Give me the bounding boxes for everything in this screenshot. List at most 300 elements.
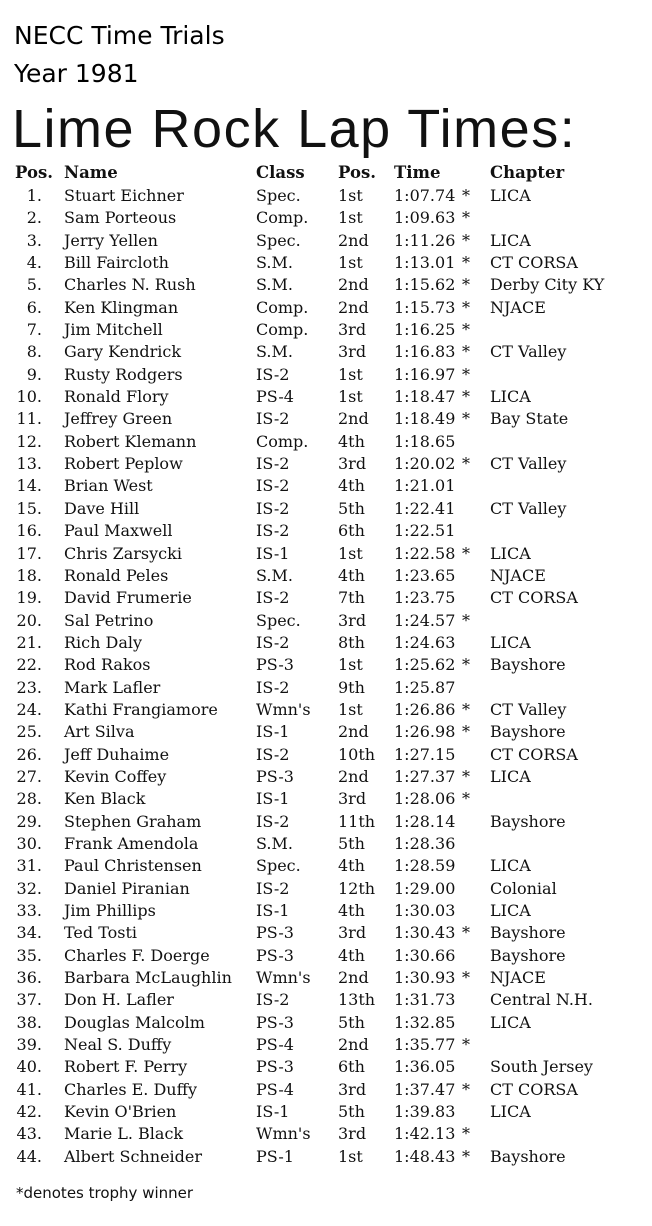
cell-class-pos: 8th	[338, 632, 365, 652]
cell-name: Chris Zarsycki	[64, 543, 182, 563]
table-header-row	[0, 161, 652, 185]
cell-class: IS-2	[256, 990, 290, 1010]
cell-pos: 11.	[16, 409, 42, 429]
cell-name: Stuart Eichner	[64, 186, 184, 205]
cell-time: 1:16.97	[394, 364, 456, 384]
cell-time: 1:32.85	[394, 1012, 456, 1032]
cell-pos: 28.	[16, 789, 42, 809]
cell-chapter: LICA	[490, 387, 531, 407]
cell-pos: 24.	[16, 699, 42, 719]
cell-class: IS-2	[256, 878, 290, 898]
cell-name: Stephen Graham	[64, 811, 202, 831]
cell-time: 1:48.43	[394, 1146, 456, 1166]
cell-pos: 17.	[16, 543, 42, 563]
cell-name: Robert Peplow	[64, 454, 183, 474]
trophy-mark: *	[462, 1079, 470, 1099]
cell-class-pos: 3rd	[338, 454, 367, 474]
cell-time: 1:18.49	[394, 409, 456, 429]
cell-chapter: CT CORSA	[490, 253, 578, 273]
table-row	[0, 945, 652, 967]
table-row	[0, 744, 652, 766]
cell-class-pos: 2nd	[338, 409, 369, 429]
cell-class-pos: 12th	[338, 878, 376, 898]
cell-name: David Frumerie	[64, 588, 192, 608]
cell-name: Douglas Malcolm	[64, 1012, 205, 1032]
cell-name: Rusty Rodgers	[64, 364, 183, 384]
cell-chapter: NJACE	[490, 297, 546, 317]
table-row	[0, 1056, 652, 1078]
cell-name: Charles F. Doerge	[64, 945, 210, 965]
table-row	[0, 230, 652, 252]
cell-chapter: LICA	[490, 856, 531, 876]
table-row	[0, 878, 652, 900]
cell-pos: 32.	[16, 878, 42, 898]
cell-pos: 20.	[16, 610, 42, 630]
cell-pos: 40.	[16, 1057, 42, 1077]
cell-name: Paul Maxwell	[64, 521, 173, 541]
trophy-mark: *	[462, 1146, 470, 1166]
cell-name: Jim Mitchell	[64, 320, 163, 340]
table-row	[0, 520, 652, 542]
trophy-mark: *	[462, 186, 470, 205]
cell-pos: 38.	[16, 1012, 42, 1032]
trophy-mark: *	[462, 342, 470, 362]
cell-time: 1:27.37	[394, 766, 456, 786]
table-row	[0, 788, 652, 810]
trophy-mark: *	[462, 1035, 470, 1055]
cell-class: IS-2	[256, 632, 290, 652]
cell-class: S.M.	[256, 342, 293, 362]
cell-chapter: LICA	[490, 766, 531, 786]
cell-class: Spec.	[256, 856, 301, 876]
table-row	[0, 475, 652, 497]
cell-pos: 43.	[16, 1124, 42, 1144]
cell-class-pos: 11th	[338, 811, 376, 831]
table-row	[0, 498, 652, 520]
trophy-mark: *	[462, 543, 470, 563]
column-header-time: Time	[394, 163, 441, 182]
cell-class-pos: 2nd	[338, 275, 369, 295]
cell-class-pos: 1st	[338, 699, 363, 719]
cell-pos: 6.	[26, 297, 42, 317]
header-year: Year 1981	[14, 59, 139, 88]
cell-class: S.M.	[256, 253, 293, 273]
cell-class-pos: 5th	[338, 833, 365, 853]
cell-chapter: Bay State	[490, 409, 569, 429]
cell-pos: 37.	[16, 990, 42, 1010]
cell-time: 1:23.65	[394, 565, 456, 585]
cell-time: 1:25.87	[394, 677, 456, 697]
cell-time: 1:24.63	[394, 632, 456, 652]
cell-class-pos: 3rd	[338, 1124, 367, 1144]
table-row	[0, 1034, 652, 1056]
cell-pos: 1.	[26, 186, 42, 205]
trophy-mark: *	[462, 364, 470, 384]
trophy-mark: *	[462, 655, 470, 675]
cell-time: 1:35.77	[394, 1035, 456, 1055]
cell-time: 1:28.59	[394, 856, 456, 876]
trophy-mark: *	[462, 766, 470, 786]
cell-class-pos: 1st	[338, 253, 363, 273]
cell-pos: 18.	[16, 565, 42, 585]
cell-time: 1:24.57	[394, 610, 456, 630]
cell-time: 1:18.47	[394, 387, 456, 407]
cell-class-pos: 2nd	[338, 1035, 369, 1055]
table-row	[0, 319, 652, 341]
table-row	[0, 654, 652, 676]
column-header-pos: Pos.	[15, 163, 54, 182]
cell-class: Wmn's	[256, 699, 311, 719]
cell-pos: 12.	[16, 431, 42, 451]
cell-class: Spec.	[256, 186, 301, 205]
cell-time: 1:28.36	[394, 833, 456, 853]
cell-chapter: LICA	[490, 1102, 531, 1122]
cell-chapter: LICA	[490, 230, 531, 250]
cell-chapter: South Jersey	[490, 1057, 593, 1077]
cell-class: IS-2	[256, 677, 290, 697]
cell-name: Albert Schneider	[64, 1146, 203, 1166]
cell-time: 1:20.02	[394, 454, 456, 474]
cell-time: 1:11.26	[394, 230, 456, 250]
cell-pos: 5.	[26, 275, 42, 295]
cell-name: Bill Faircloth	[64, 253, 169, 273]
cell-chapter: Bayshore	[490, 923, 566, 943]
cell-name: Art Silva	[64, 722, 135, 742]
trophy-mark: *	[462, 230, 470, 250]
cell-class: Spec.	[256, 230, 301, 250]
table-row	[0, 431, 652, 453]
cell-time: 1:39.83	[394, 1102, 456, 1122]
cell-class-pos: 2nd	[338, 297, 369, 317]
table-row	[0, 833, 652, 855]
trophy-mark: *	[462, 454, 470, 474]
cell-time: 1:27.15	[394, 744, 456, 764]
cell-chapter: LICA	[490, 901, 531, 920]
trophy-mark: *	[462, 320, 470, 340]
cell-class: PS-1	[256, 1146, 294, 1166]
cell-name: Robert F. Perry	[64, 1057, 188, 1077]
cell-pos: 3.	[26, 230, 42, 250]
cell-name: Daniel Piranian	[64, 878, 190, 898]
cell-time: 1:16.25	[394, 320, 456, 340]
trophy-mark: *	[462, 1124, 470, 1144]
cell-pos: 8.	[26, 342, 42, 362]
cell-name: Charles E. Duffy	[64, 1079, 198, 1099]
cell-pos: 15.	[16, 498, 42, 518]
cell-time: 1:28.14	[394, 811, 456, 831]
cell-pos: 13.	[16, 454, 42, 474]
cell-class: PS-3	[256, 1012, 294, 1032]
table-row	[0, 207, 652, 229]
table-row	[0, 922, 652, 944]
cell-time: 1:28.06	[394, 789, 456, 809]
cell-name: Sal Petrino	[64, 610, 154, 630]
trophy-mark: *	[462, 699, 470, 719]
cell-name: Rod Rakos	[64, 655, 151, 675]
cell-class-pos: 1st	[338, 655, 363, 675]
table-row	[0, 610, 652, 632]
cell-pos: 41.	[16, 1079, 42, 1099]
cell-time: 1:26.98	[394, 722, 456, 742]
cell-chapter: CT Valley	[490, 454, 567, 474]
cell-class-pos: 2nd	[338, 968, 369, 988]
table-row	[0, 855, 652, 877]
table-row	[0, 364, 652, 386]
cell-class-pos: 2nd	[338, 766, 369, 786]
cell-class: S.M.	[256, 565, 293, 585]
cell-pos: 14.	[16, 476, 42, 496]
footnote: *denotes trophy winner	[16, 1184, 194, 1202]
trophy-mark: *	[462, 275, 470, 295]
cell-name: Sam Porteous	[64, 208, 177, 228]
cell-chapter: Bayshore	[490, 1146, 566, 1166]
cell-pos: 36.	[16, 968, 42, 988]
cell-pos: 35.	[16, 945, 42, 965]
table-row	[0, 632, 652, 654]
table-row	[0, 565, 652, 587]
cell-class-pos: 1st	[338, 1146, 363, 1166]
cell-name: Gary Kendrick	[64, 342, 182, 362]
cell-class: IS-2	[256, 811, 290, 831]
cell-chapter: Derby City KY	[490, 275, 605, 295]
cell-class: IS-2	[256, 744, 290, 764]
cell-chapter: LICA	[490, 1012, 531, 1032]
cell-name: Charles N. Rush	[64, 275, 196, 295]
cell-pos: 7.	[26, 320, 42, 340]
cell-name: Ken Klingman	[64, 297, 179, 317]
cell-class-pos: 4th	[338, 901, 365, 920]
cell-time: 1:22.58	[394, 543, 456, 563]
cell-class-pos: 1st	[338, 543, 363, 563]
cell-class-pos: 1st	[338, 387, 363, 407]
cell-pos: 21.	[16, 632, 42, 652]
cell-name: Jerry Yellen	[64, 230, 158, 250]
cell-class: S.M.	[256, 275, 293, 295]
cell-chapter: CT Valley	[490, 498, 567, 518]
cell-class: Comp.	[256, 297, 309, 317]
cell-class: S.M.	[256, 833, 293, 853]
cell-chapter: NJACE	[490, 565, 546, 585]
table-row	[0, 297, 652, 319]
cell-class: Comp.	[256, 431, 309, 451]
cell-class: Wmn's	[256, 968, 311, 988]
cell-chapter: NJACE	[490, 968, 546, 988]
cell-name: Jeff Duhaime	[64, 744, 170, 764]
cell-class-pos: 5th	[338, 1012, 365, 1032]
cell-class-pos: 1st	[338, 208, 363, 228]
table-row	[0, 900, 652, 922]
table-row	[0, 543, 652, 565]
cell-pos: 42.	[16, 1102, 42, 1122]
page-title: Lime Rock Lap Times:	[12, 99, 577, 159]
cell-class: PS-4	[256, 1035, 294, 1055]
cell-class-pos: 4th	[338, 856, 365, 876]
cell-class-pos: 3rd	[338, 342, 367, 362]
table-row	[0, 274, 652, 296]
cell-class-pos: 6th	[338, 1057, 365, 1077]
cell-class: IS-1	[256, 1102, 290, 1122]
cell-time: 1:18.65	[394, 431, 456, 451]
cell-class: IS-2	[256, 521, 290, 541]
trophy-mark: *	[462, 409, 470, 429]
cell-chapter: CT Valley	[490, 699, 567, 719]
cell-time: 1:22.41	[394, 498, 456, 518]
cell-class-pos: 3rd	[338, 610, 367, 630]
cell-class: PS-3	[256, 766, 294, 786]
cell-pos: 10.	[16, 387, 42, 407]
cell-name: Ronald Peles	[64, 565, 169, 585]
column-header-class-pos: Pos.	[338, 163, 377, 182]
cell-time: 1:23.75	[394, 588, 456, 608]
cell-class: IS-1	[256, 722, 290, 742]
cell-name: Ted Tosti	[64, 923, 138, 943]
cell-class: Comp.	[256, 208, 309, 228]
trophy-mark: *	[462, 610, 470, 630]
cell-class-pos: 4th	[338, 476, 365, 496]
cell-name: Kathi Frangiamore	[64, 699, 218, 719]
cell-class-pos: 3rd	[338, 923, 367, 943]
table-row	[0, 1079, 652, 1101]
cell-class-pos: 6th	[338, 521, 365, 541]
cell-time: 1:22.51	[394, 521, 456, 541]
cell-pos: 44.	[16, 1146, 42, 1166]
cell-time: 1:09.63	[394, 208, 456, 228]
cell-chapter: LICA	[490, 543, 531, 563]
table-row	[0, 811, 652, 833]
cell-pos: 25.	[16, 722, 42, 742]
cell-name: Robert Klemann	[64, 431, 197, 451]
trophy-mark: *	[462, 297, 470, 317]
table-row	[0, 1123, 652, 1145]
table-row	[0, 1146, 652, 1168]
cell-name: Rich Daly	[64, 632, 143, 652]
table-row	[0, 721, 652, 743]
trophy-mark: *	[462, 923, 470, 943]
cell-time: 1:26.86	[394, 699, 456, 719]
cell-class: Spec.	[256, 610, 301, 630]
trophy-mark: *	[462, 968, 470, 988]
cell-pos: 27.	[16, 766, 42, 786]
cell-pos: 4.	[26, 253, 42, 273]
trophy-mark: *	[462, 387, 470, 407]
table-row	[0, 989, 652, 1011]
cell-class-pos: 1st	[338, 364, 363, 384]
cell-name: Don H. Lafler	[64, 990, 174, 1010]
cell-pos: 16.	[16, 521, 42, 541]
cell-class: IS-2	[256, 476, 290, 496]
cell-name: Paul Christensen	[64, 856, 202, 876]
cell-class-pos: 7th	[338, 588, 365, 608]
cell-name: Kevin Coffey	[64, 766, 167, 786]
cell-class: PS-3	[256, 923, 294, 943]
cell-name: Barbara McLaughlin	[64, 968, 232, 988]
cell-chapter: CT CORSA	[490, 1079, 578, 1099]
cell-time: 1:37.47	[394, 1079, 456, 1099]
cell-name: Jim Phillips	[64, 901, 156, 920]
cell-pos: 30.	[16, 833, 42, 853]
table-row	[0, 1012, 652, 1034]
cell-class-pos: 4th	[338, 431, 365, 451]
cell-chapter: CT CORSA	[490, 744, 578, 764]
trophy-mark: *	[462, 253, 470, 273]
table-body	[0, 185, 652, 1168]
cell-time: 1:13.01	[394, 253, 456, 273]
table-row	[0, 587, 652, 609]
cell-pos: 23.	[16, 677, 42, 697]
cell-chapter: Bayshore	[490, 722, 566, 742]
trophy-mark: *	[462, 789, 470, 809]
trophy-mark: *	[462, 208, 470, 228]
cell-class: Comp.	[256, 320, 309, 340]
table-row	[0, 677, 652, 699]
cell-name: Jeffrey Green	[64, 409, 173, 429]
cell-time: 1:31.73	[394, 990, 456, 1010]
cell-class: PS-4	[256, 1079, 294, 1099]
column-header-name: Name	[64, 163, 118, 182]
cell-time: 1:30.66	[394, 945, 456, 965]
cell-class-pos: 3rd	[338, 789, 367, 809]
cell-time: 1:07.74	[394, 186, 456, 205]
cell-class-pos: 10th	[338, 744, 376, 764]
cell-pos: 29.	[16, 811, 42, 831]
cell-class: IS-2	[256, 364, 290, 384]
cell-pos: 26.	[16, 744, 42, 764]
cell-class-pos: 13th	[338, 990, 376, 1010]
cell-class: PS-3	[256, 1057, 294, 1077]
cell-class: IS-2	[256, 454, 290, 474]
cell-chapter: CT CORSA	[490, 588, 578, 608]
cell-pos: 19.	[16, 588, 42, 608]
cell-pos: 33.	[16, 901, 42, 920]
header-title: NECC Time Trials	[14, 21, 225, 50]
cell-class-pos: 3rd	[338, 320, 367, 340]
cell-time: 1:21.01	[394, 476, 456, 496]
cell-class: IS-2	[256, 409, 290, 429]
cell-name: Neal S. Duffy	[64, 1035, 172, 1055]
cell-pos: 39.	[16, 1035, 42, 1055]
cell-class-pos: 2nd	[338, 230, 369, 250]
cell-class: IS-2	[256, 588, 290, 608]
cell-class-pos: 1st	[338, 186, 363, 205]
cell-chapter: Bayshore	[490, 811, 566, 831]
cell-class-pos: 2nd	[338, 722, 369, 742]
cell-chapter: Central N.H.	[490, 990, 593, 1010]
cell-class: Wmn's	[256, 1124, 311, 1144]
cell-class: IS-2	[256, 498, 290, 518]
table-row	[0, 185, 652, 207]
cell-pos: 22.	[16, 655, 42, 675]
cell-chapter: Bayshore	[490, 655, 566, 675]
cell-class: IS-1	[256, 543, 290, 563]
cell-pos: 34.	[16, 923, 42, 943]
cell-time: 1:15.73	[394, 297, 456, 317]
cell-name: Frank Amendola	[64, 833, 199, 853]
cell-chapter: LICA	[490, 632, 531, 652]
cell-chapter: LICA	[490, 186, 531, 205]
cell-pos: 2.	[26, 208, 42, 228]
cell-time: 1:42.13	[394, 1124, 456, 1144]
cell-name: Ken Black	[64, 789, 146, 809]
table-row	[0, 386, 652, 408]
cell-class-pos: 4th	[338, 945, 365, 965]
cell-chapter: Bayshore	[490, 945, 566, 965]
cell-pos: 31.	[16, 856, 42, 876]
lap-times-table	[0, 161, 652, 1168]
table-row	[0, 341, 652, 363]
table-row	[0, 453, 652, 475]
cell-chapter: CT Valley	[490, 342, 567, 362]
table-row	[0, 408, 652, 430]
